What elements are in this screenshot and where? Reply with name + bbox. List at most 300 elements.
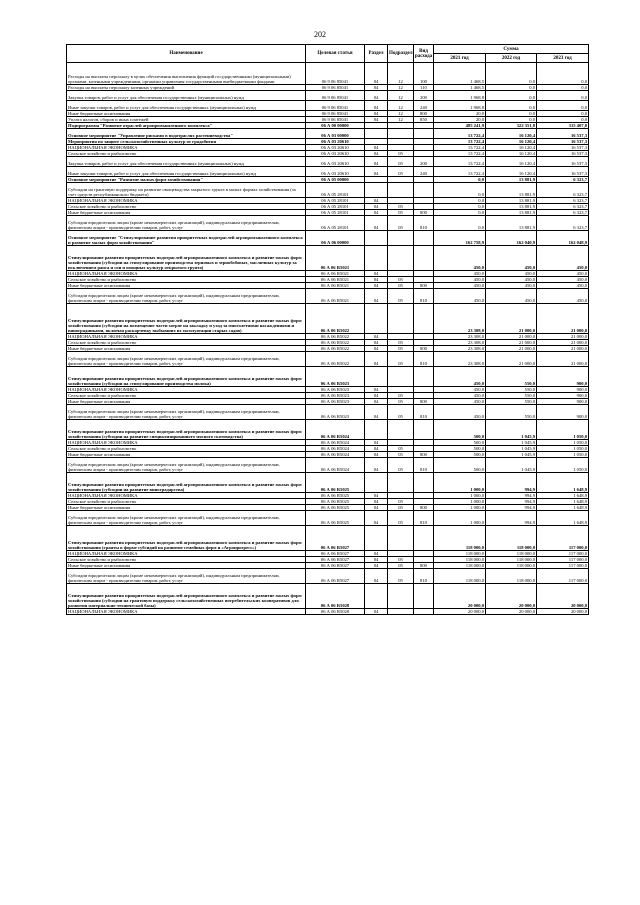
row-name: Сельское хозяйство и рыболовство: [67, 204, 306, 210]
row-name: Иные бюджетные ассигнования: [67, 210, 306, 216]
row-name: Стимулирование развития приоритетных подотраслей агропромышленного комплекса и развитие малых форм хозяйствования (субсидии на стимулирование производства зерновых и зернобобовых, масличных культур за исключением рапса и сои и овощных культур открытого грунта): [67, 246, 306, 271]
amount-2022: 16 120,4: [486, 157, 537, 167]
amount-2023: 450,0: [537, 246, 589, 271]
section-code: 04: [365, 289, 388, 304]
amount-2022: 16 120,4: [486, 129, 537, 139]
target-article: 06 А 06 R5024: [306, 458, 365, 473]
expense-type-code: [414, 129, 434, 139]
amount-2021: 1 000,0: [434, 493, 486, 499]
expense-type-code: [414, 609, 434, 615]
subsection-code: [388, 129, 414, 139]
amount-2022: 550,0: [486, 387, 537, 393]
table-row: [67, 473, 589, 493]
table-row: [67, 304, 589, 334]
amount-2023: 16 537,3: [537, 145, 589, 151]
row-name: Иные бюджетные ассигнования: [67, 346, 306, 352]
budget-table: [66, 44, 589, 615]
amount-2022: 550,0: [486, 405, 537, 420]
expense-type-code: 100: [414, 63, 434, 85]
amount-2022: 450,0: [486, 271, 537, 277]
subsection-code: 05: [388, 277, 414, 283]
amount-2021: 13 722,4: [434, 129, 486, 139]
target-article: 06 А 06 00000: [306, 231, 365, 246]
row-name: Стимулирование развития приоритетных подотраслей агропромышленного комплекса и развитие малых форм хозяйствования (субсидии на грантовую поддержку сельскохозяйственных потребительских кооперативов для развития материально-технической базы): [67, 584, 306, 609]
subsection-code: 05: [388, 405, 414, 420]
section-code: 04: [365, 340, 388, 346]
expense-type-code: 800: [414, 111, 434, 117]
amount-2023: 1 050,0: [537, 440, 589, 446]
section-code: 04: [365, 204, 388, 210]
row-name: НАЦИОНАЛЬНАЯ ЭКОНОМИКА: [67, 440, 306, 446]
amount-2021: 500,0: [434, 452, 486, 458]
amount-2022: 118 000,0: [486, 563, 537, 569]
amount-2023: 21 000,0: [537, 346, 589, 352]
row-name: Иные бюджетные ассигнования: [67, 563, 306, 569]
target-article: 06 А 06 R5025: [306, 473, 365, 493]
amount-2023: 1 050,0: [537, 446, 589, 452]
row-name: Основное мероприятие "Развитие малых форм хозяйствования": [67, 177, 306, 183]
amount-2022: 118 000,0: [486, 551, 537, 557]
target-article: 06 А 06 R5025: [306, 499, 365, 505]
amount-2023: 16 537,3: [537, 157, 589, 167]
target-article: 06 А 05 00000: [306, 177, 365, 183]
amount-2021: 23 308,0: [434, 304, 486, 334]
subsection-code: 12: [388, 63, 414, 85]
expense-type-code: 800: [414, 452, 434, 458]
section-code: 04: [365, 271, 388, 277]
section-code: [365, 473, 388, 493]
expense-type-code: 800: [414, 563, 434, 569]
section-code: 04: [365, 91, 388, 101]
table-row: [67, 352, 589, 367]
amount-2021: 450,0: [434, 283, 486, 289]
table-row: [67, 367, 589, 387]
amount-2021: 1 968,8: [434, 101, 486, 111]
target-article: 06 А 05 28101: [306, 210, 365, 216]
section-code: 04: [365, 63, 388, 85]
target-article: 06 А 06 R5023: [306, 405, 365, 420]
amount-2022: 1 045,9: [486, 452, 537, 458]
row-name: Иные закупки товаров, работ и услуг для обеспечения государственных (муниципальных) нужд: [67, 167, 306, 177]
row-name: Сельское хозяйство и рыболовство: [67, 446, 306, 452]
expense-type-code: [414, 304, 434, 334]
amount-2023: 16 537,3: [537, 151, 589, 157]
amount-2023: 6 323,7: [537, 183, 589, 198]
amount-2022: 322 351,8: [486, 123, 537, 129]
subsection-code: 12: [388, 111, 414, 117]
amount-2023: 117 000,0: [537, 563, 589, 569]
expense-type-code: 200: [414, 157, 434, 167]
section-code: 04: [365, 399, 388, 405]
target-article: 06 А 06 R5023: [306, 367, 365, 387]
subsection-code: [388, 367, 414, 387]
section-code: 04: [365, 609, 388, 615]
target-article: 06 А 06 R5021: [306, 246, 365, 271]
target-article: 06 А 06 R5021: [306, 289, 365, 304]
amount-2023: 16 537,3: [537, 167, 589, 177]
section-code: [365, 304, 388, 334]
amount-2021: 118 000,0: [434, 557, 486, 563]
table-row: [67, 231, 589, 246]
subsection-code: 05: [388, 563, 414, 569]
table-row: [67, 458, 589, 473]
target-article: 06 А 03 00000: [306, 129, 365, 139]
row-name: Иные закупки товаров, работ и услуг для обеспечения государственных (муниципальных) нужд: [67, 101, 306, 111]
amount-2022: 0,0: [486, 63, 537, 85]
amount-2021: 450,0: [434, 387, 486, 393]
amount-2022: 450,0: [486, 277, 537, 283]
section-code: 04: [365, 346, 388, 352]
row-name: Субсидии юридическим лицам (кроме некоммерческих организаций), индивидуальным предпринимателям, физическим лицам - производителям товаров, работ, услуг: [67, 569, 306, 584]
subsection-code: 05: [388, 499, 414, 505]
row-name: Сельское хозяйство и рыболовство: [67, 151, 306, 157]
amount-2022: 450,0: [486, 289, 537, 304]
section-code: 04: [365, 569, 388, 584]
section-code: 04: [365, 452, 388, 458]
amount-2023: 16 537,3: [537, 139, 589, 145]
row-name: НАЦИОНАЛЬНАЯ ЭКОНОМИКА: [67, 334, 306, 340]
amount-2022: 21 000,0: [486, 304, 537, 334]
section-code: 04: [365, 440, 388, 446]
amount-2022: 118 000,0: [486, 569, 537, 584]
amount-2021: 13 722,4: [434, 157, 486, 167]
amount-2023: 0,0: [537, 91, 589, 101]
expense-type-code: [414, 246, 434, 271]
amount-2023: 900,0: [537, 399, 589, 405]
row-name: Субсидии на грантовую поддержку на развитие овощеводства закрытого грунта в малых формах хозяйствования (за счет средств республиканского бюджета): [67, 183, 306, 198]
amount-2021: 0,0: [434, 183, 486, 198]
row-name: НАЦИОНАЛЬНАЯ ЭКОНОМИКА: [67, 145, 306, 151]
row-name: Уплата налогов, сборов и иных платежей: [67, 117, 306, 123]
amount-2022: 13 881,9: [486, 210, 537, 216]
row-name: Иные бюджетные ассигнования: [67, 111, 306, 117]
amount-2023: 900,0: [537, 405, 589, 420]
col-target-header: Целевая статья: [306, 45, 365, 63]
row-name: Иные бюджетные ассигнования: [67, 399, 306, 405]
table-row: [67, 101, 589, 111]
expense-type-code: 800: [414, 346, 434, 352]
subsection-code: 05: [388, 151, 414, 157]
amount-2022: 450,0: [486, 283, 537, 289]
target-article: 06 А 06 R5025: [306, 493, 365, 499]
amount-2023: 21 000,0: [537, 352, 589, 367]
amount-2023: 6 323,7: [537, 204, 589, 210]
target-article: 06 9 06 85041: [306, 91, 365, 101]
amount-2022: 994,9: [486, 511, 537, 526]
amount-2022: 994,9: [486, 493, 537, 499]
amount-2022: 118 000,0: [486, 557, 537, 563]
amount-2023: 450,0: [537, 271, 589, 277]
section-code: 04: [365, 111, 388, 117]
expense-type-code: 810: [414, 216, 434, 231]
target-article: 06 А 06 R5027: [306, 557, 365, 563]
row-name: Субсидии юридическим лицам (кроме некоммерческих организаций), индивидуальным предпринимателям, физическим лицам - производителям товаров, работ, услуг: [67, 216, 306, 231]
amount-2022: 162 040,9: [486, 231, 537, 246]
target-article: 06 А 06 R5028: [306, 609, 365, 615]
amount-2021: 500,0: [434, 446, 486, 452]
target-article: 06 А 06 R5021: [306, 277, 365, 283]
amount-2022: 13 881,9: [486, 204, 537, 210]
row-name: Стимулирование развития приоритетных подотраслей агропромышленного комплекса и развитие малых форм хозяйствования (гранты в форме субсидий на развитие семейных ферм и «Агропрогресс»): [67, 526, 306, 551]
row-name: НАЦИОНАЛЬНАЯ ЭКОНОМИКА: [67, 493, 306, 499]
amount-2023: 20 000,0: [537, 584, 589, 609]
row-name: НАЦИОНАЛЬНАЯ ЭКОНОМИКА: [67, 609, 306, 615]
subsection-code: [388, 231, 414, 246]
col-2021-header: 2021 год: [434, 54, 486, 63]
subsection-code: 05: [388, 452, 414, 458]
row-name: Закупка товаров, работ и услуг для обеспечения государственных (муниципальных) нужд: [67, 157, 306, 167]
target-article: 06 А 06 R5021: [306, 283, 365, 289]
amount-2022: 13 881,9: [486, 216, 537, 231]
amount-2022: 16 120,4: [486, 139, 537, 145]
row-name: Сельское хозяйство и рыболовство: [67, 393, 306, 399]
section-code: 04: [365, 387, 388, 393]
amount-2021: 20,0: [434, 111, 486, 117]
amount-2021: 20 000,0: [434, 609, 486, 615]
row-name: Субсидии юридическим лицам (кроме некоммерческих организаций), индивидуальным предпринимателям, физическим лицам - производителям товаров, работ, услуг: [67, 405, 306, 420]
expense-type-code: 810: [414, 352, 434, 367]
expense-type-code: 850: [414, 117, 434, 123]
amount-2022: 0,0: [486, 91, 537, 101]
target-article: 06 А 06 R5024: [306, 452, 365, 458]
amount-2021: 118 000,0: [434, 569, 486, 584]
expense-type-code: 810: [414, 511, 434, 526]
target-article: 06 А 03 20610: [306, 145, 365, 151]
amount-2022: 21 000,0: [486, 340, 537, 346]
section-code: 04: [365, 551, 388, 557]
amount-2022: 994,9: [486, 473, 537, 493]
amount-2023: 1 648,9: [537, 473, 589, 493]
expense-type-code: 240: [414, 101, 434, 111]
section-code: [365, 367, 388, 387]
target-article: 06 А 06 R5022: [306, 352, 365, 367]
amount-2022: 21 000,0: [486, 352, 537, 367]
section-code: 04: [365, 393, 388, 399]
amount-2021: 0,0: [434, 210, 486, 216]
subsection-code: 05: [388, 557, 414, 563]
target-article: 06 А 06 R5027: [306, 526, 365, 551]
table-row: [67, 405, 589, 420]
row-name: Сельское хозяйство и рыболовство: [67, 340, 306, 346]
table-row: [67, 216, 589, 231]
amount-2021: 23 308,0: [434, 346, 486, 352]
amount-2021: 1 468,5: [434, 63, 486, 85]
amount-2021: 118 000,0: [434, 563, 486, 569]
section-code: [365, 183, 388, 198]
section-code: 04: [365, 499, 388, 505]
amount-2023: 162 048,9: [537, 231, 589, 246]
target-article: 06 А 06 R5025: [306, 505, 365, 511]
table-row: [67, 246, 589, 271]
subsection-code: 05: [388, 511, 414, 526]
amount-2021: 0,0: [434, 204, 486, 210]
amount-2023: 6 323,7: [537, 198, 589, 204]
subsection-code: [388, 473, 414, 493]
amount-2022: 1 045,9: [486, 420, 537, 440]
subsection-code: [388, 420, 414, 440]
subsection-code: 12: [388, 101, 414, 111]
subsection-code: 05: [388, 216, 414, 231]
row-name: Иные бюджетные ассигнования: [67, 505, 306, 511]
target-article: 06 А 05 28101: [306, 216, 365, 231]
table-body: [67, 63, 589, 615]
target-article: 06 9 06 85041: [306, 111, 365, 117]
row-name: Стимулирование развития приоритетных подотраслей агропромышленного комплекса и развитие малых форм хозяйствования (субсидии на стимулирование производства молока): [67, 367, 306, 387]
section-code: 04: [365, 405, 388, 420]
amount-2021: 450,0: [434, 246, 486, 271]
amount-2023: 1 050,0: [537, 458, 589, 473]
target-article: 06 А 06 R5024: [306, 446, 365, 452]
amount-2021: 13 722,4: [434, 139, 486, 145]
amount-2023: 1 050,0: [537, 420, 589, 440]
target-article: 06 9 06 85041: [306, 101, 365, 111]
amount-2022: 450,0: [486, 246, 537, 271]
amount-2023: 117 000,0: [537, 526, 589, 551]
amount-2023: 0,0: [537, 101, 589, 111]
amount-2022: 550,0: [486, 393, 537, 399]
amount-2022: 13 881,9: [486, 198, 537, 204]
target-article: 06 9 06 85041: [306, 117, 365, 123]
section-code: 04: [365, 157, 388, 167]
table-row: [67, 609, 589, 615]
expense-type-code: [414, 183, 434, 198]
section-code: [365, 584, 388, 609]
amount-2021: 23 308,0: [434, 340, 486, 346]
target-article: 06 А 06 R5027: [306, 551, 365, 557]
amount-2022: 20 000,0: [486, 584, 537, 609]
amount-2021: 118 000,0: [434, 526, 486, 551]
col-sum-header: Сумма: [434, 45, 589, 54]
amount-2021: 500,0: [434, 420, 486, 440]
subsection-code: 05: [388, 569, 414, 584]
amount-2022: 16 120,4: [486, 151, 537, 157]
amount-2021: 1 468,5: [434, 85, 486, 91]
expense-type-code: 800: [414, 283, 434, 289]
target-article: 06 9 06 85041: [306, 63, 365, 85]
section-code: 04: [365, 85, 388, 91]
table-row: [67, 584, 589, 609]
amount-2021: 500,0: [434, 458, 486, 473]
amount-2023: 1 648,9: [537, 499, 589, 505]
table-row: [67, 129, 589, 139]
amount-2023: 900,0: [537, 387, 589, 393]
table-row: [67, 183, 589, 198]
target-article: 06 А 03 20610: [306, 139, 365, 145]
section-code: 04: [365, 334, 388, 340]
amount-2021: 450,0: [434, 399, 486, 405]
amount-2021: 450,0: [434, 405, 486, 420]
amount-2021: 13 722,4: [434, 145, 486, 151]
target-article: 06 А 00 00000: [306, 123, 365, 129]
section-code: [365, 420, 388, 440]
section-code: 04: [365, 151, 388, 157]
subsection-code: 05: [388, 446, 414, 452]
subsection-code: 05: [388, 393, 414, 399]
table-row: [67, 157, 589, 167]
row-name: Стимулирование развития приоритетных подотраслей агропромышленного комплекса и развитие малых форм хозяйствования (субсидии на развитие специализированного мясного скотоводства): [67, 420, 306, 440]
target-article: 06 А 03 20610: [306, 151, 365, 157]
section-code: 04: [365, 283, 388, 289]
amount-2021: 20,0: [434, 117, 486, 123]
amount-2023: 6 323,7: [537, 210, 589, 216]
row-name: Стимулирование развития приоритетных подотраслей агропромышленного комплекса и развитие малых форм хозяйствования (субсидии на возмещение части затрат на закладку и уход за многолетними насаждениями и виноградниками, включая раскорчевку выбывших из эксплуатации старых садов): [67, 304, 306, 334]
amount-2021: 450,0: [434, 277, 486, 283]
amount-2021: 450,0: [434, 271, 486, 277]
amount-2022: 0,0: [486, 117, 537, 123]
table-row: [67, 63, 589, 85]
section-code: 04: [365, 145, 388, 151]
amount-2023: 900,0: [537, 393, 589, 399]
subsection-code: 05: [388, 458, 414, 473]
section-code: 04: [365, 277, 388, 283]
target-article: 06 А 06 R5027: [306, 563, 365, 569]
subsection-code: 05: [388, 210, 414, 216]
subsection-code: 05: [388, 157, 414, 167]
amount-2023: 21 000,0: [537, 334, 589, 340]
expense-type-code: [414, 584, 434, 609]
section-code: 04: [365, 446, 388, 452]
table-row: [67, 569, 589, 584]
subsection-code: [388, 609, 414, 615]
row-name: Стимулирование развития приоритетных подотраслей агропромышленного комплекса и развитие малых форм хозяйствования (субсидии на развитие виноградарства): [67, 473, 306, 493]
target-article: 06 А 06 R5022: [306, 304, 365, 334]
target-article: 06 А 06 R5022: [306, 334, 365, 340]
target-article: 06 А 03 20610: [306, 167, 365, 177]
subsection-code: [388, 304, 414, 334]
row-name: Субсидии юридическим лицам (кроме некоммерческих организаций), индивидуальным предпринимателям, физическим лицам - производителям товаров, работ, услуг: [67, 352, 306, 367]
expense-type-code: [414, 420, 434, 440]
amount-2023: 117 000,0: [537, 569, 589, 584]
row-name: Сельское хозяйство и рыболовство: [67, 499, 306, 505]
amount-2022: 16 120,4: [486, 145, 537, 151]
section-code: [365, 526, 388, 551]
amount-2022: 0,0: [486, 111, 537, 117]
amount-2023: 900,0: [537, 367, 589, 387]
amount-2022: 13 881,9: [486, 177, 537, 183]
target-article: 06 А 06 R5028: [306, 584, 365, 609]
amount-2022: 550,0: [486, 367, 537, 387]
target-article: 06 А 06 R5024: [306, 440, 365, 446]
amount-2022: 550,0: [486, 399, 537, 405]
section-code: 04: [365, 101, 388, 111]
target-article: 06 А 06 R5023: [306, 387, 365, 393]
amount-2021: 13 722,4: [434, 167, 486, 177]
amount-2023: 16 537,3: [537, 129, 589, 139]
table-row: [67, 167, 589, 177]
amount-2023: 0,0: [537, 63, 589, 85]
section-code: 04: [365, 511, 388, 526]
target-article: 06 А 06 R5022: [306, 340, 365, 346]
subsection-code: 05: [388, 289, 414, 304]
subsection-code: 05: [388, 352, 414, 367]
row-name: Субсидии юридическим лицам (кроме некоммерческих организаций), индивидуальным предпринимателям, физическим лицам - производителям товаров, работ, услуг: [67, 289, 306, 304]
target-article: 06 А 06 R5021: [306, 271, 365, 277]
amount-2022: 13 881,9: [486, 183, 537, 198]
col-name-header: Наименование: [67, 45, 306, 63]
expense-type-code: [414, 231, 434, 246]
amount-2023: 117 000,0: [537, 551, 589, 557]
table-row: [67, 91, 589, 101]
expense-type-code: 800: [414, 399, 434, 405]
row-name: Закупка товаров, работ и услуг для обеспечения государственных (муниципальных) нужд: [67, 91, 306, 101]
amount-2023: 0,0: [537, 85, 589, 91]
amount-2023: 1 648,9: [537, 511, 589, 526]
target-article: 06 А 06 R5023: [306, 393, 365, 399]
amount-2021: 1 000,0: [434, 473, 486, 493]
row-name: НАЦИОНАЛЬНАЯ ЭКОНОМИКА: [67, 387, 306, 393]
amount-2021: 450,0: [434, 393, 486, 399]
expense-type-code: 200: [414, 91, 434, 101]
